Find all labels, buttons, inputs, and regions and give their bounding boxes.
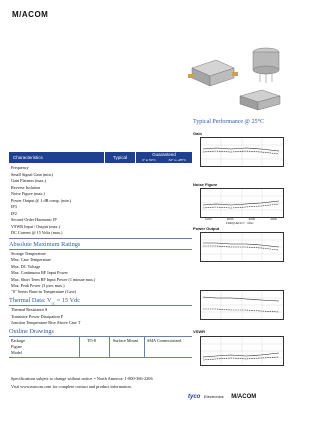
electronics-logo: Electronics: [204, 394, 224, 399]
macom-logo: M/ACOM: [12, 10, 49, 19]
noise-figure-plot-title: Noise Figure: [193, 182, 218, 187]
char-row: Power Output @ 1 dB comp. (min.): [11, 197, 72, 203]
char-row: Noise Figure (max.): [11, 191, 45, 196]
outline-table: [9, 336, 192, 358]
surface-mount-image: [240, 90, 280, 110]
range-label-2: -54° to +85°C: [167, 158, 186, 162]
outline-package: Surface Mount: [113, 338, 139, 343]
abs-max-title: Absolute Maximum Ratings: [9, 241, 81, 248]
char-row: Small Signal Gain (min.): [11, 171, 54, 177]
thermal-title-end: = 15 Vdc: [55, 297, 81, 304]
gain-plot: [200, 137, 284, 167]
thermal-row: Transistor Power Dissipation P: [11, 313, 64, 319]
power-output-plot: [200, 232, 284, 262]
freq-tick: 4000: [270, 217, 277, 221]
outline-col-rule: [144, 337, 145, 357]
outline-row-label: Figure: [11, 344, 22, 349]
thermal-row: Junction Temperature Rise Above Case T: [11, 320, 81, 325]
outline-package: SMA Connectorized: [147, 338, 182, 343]
abs-max-row: Max. Short Term RF Input Power (1 minute max.): [11, 276, 96, 282]
char-row: DC Current @ 15 Volts (max.): [11, 230, 63, 235]
tyco-logo: tyco: [188, 394, 201, 400]
char-row: Gain Flatness (max.): [11, 178, 47, 183]
abs-max-row: Max. DC Voltage: [11, 263, 41, 269]
thermal-title: [9, 297, 80, 305]
ip-plot-lines: [201, 291, 283, 319]
char-row: VSWR Input / Output (max.): [11, 223, 60, 229]
to8-can-image: [253, 48, 279, 83]
vswr-plot: [200, 336, 284, 366]
char-row: Reverse Isolation: [11, 184, 41, 190]
section-rule: [9, 249, 192, 250]
characteristics-header: Characteristics: [9, 152, 104, 163]
freq-tick: 2000: [226, 217, 234, 221]
connectorized-module-image: [188, 60, 238, 86]
outline-col-rule: [109, 337, 110, 357]
noise-figure-lines: [201, 189, 283, 217]
range-label-1: 0° to 50°C: [142, 158, 156, 162]
table-divider: [9, 238, 192, 239]
typical-header: Typical: [105, 152, 135, 163]
freq-axis-label: FREQUENCY - MHz: [226, 221, 254, 225]
abs-max-row: Max. Continuous RF Input Power: [11, 270, 68, 276]
thermal-title-text: Thermal Data: V: [9, 297, 52, 304]
char-row: Second Order Harmonic IP: [11, 217, 57, 222]
outline-row-label: Package: [11, 338, 25, 343]
footer-website[interactable]: Visit www.macom.com for complete contact and product information.: [11, 384, 132, 389]
thermal-row: Thermal Resistance θ: [11, 307, 48, 312]
thermal-title-sub: cc: [51, 300, 56, 306]
outline-row-label: Model: [11, 350, 22, 355]
section-rule: [9, 305, 192, 306]
product-photos: [188, 38, 293, 116]
power-output-plot-title: Power Output: [193, 226, 220, 231]
outline-package: TO-8: [87, 338, 96, 343]
ip-plot: [200, 290, 284, 320]
power-output-lines: [201, 233, 283, 261]
noise-figure-plot: [200, 188, 284, 218]
abs-max-row: Storage Temperature: [11, 251, 46, 256]
gain-plot-lines: [201, 138, 283, 166]
outline-col-rule: [79, 337, 80, 357]
abs-max-row: Max. Peak Power (3 μsec max.): [11, 283, 65, 288]
char-row: Frequency: [11, 165, 29, 170]
macom-logo-footer: M/ACOM: [231, 394, 257, 400]
freq-tick: 1000: [205, 217, 212, 221]
vswr-plot-title: VSWR: [193, 329, 205, 334]
char-row: IP3: [11, 204, 17, 209]
vswr-plot-lines: [201, 337, 283, 365]
bottom-brand: [188, 394, 256, 400]
performance-title: Typical Performance @ 25°C: [193, 119, 264, 125]
outline-title: Outline Drawings: [9, 328, 54, 335]
char-row: IP2: [11, 210, 17, 216]
abs-max-row: Max. Case Temperature: [11, 257, 51, 263]
abs-max-row: "S" Series Burn-in Temperature (Case): [11, 289, 77, 295]
footer-notice: Specifications subject to change without notice. • North America: 1-800-366-2266: [11, 376, 153, 381]
guaranteed-header: [136, 152, 192, 163]
freq-tick: 3000: [248, 217, 256, 221]
gain-plot-title: Gain: [193, 131, 202, 136]
guaranteed-label: Guaranteed: [152, 152, 176, 157]
